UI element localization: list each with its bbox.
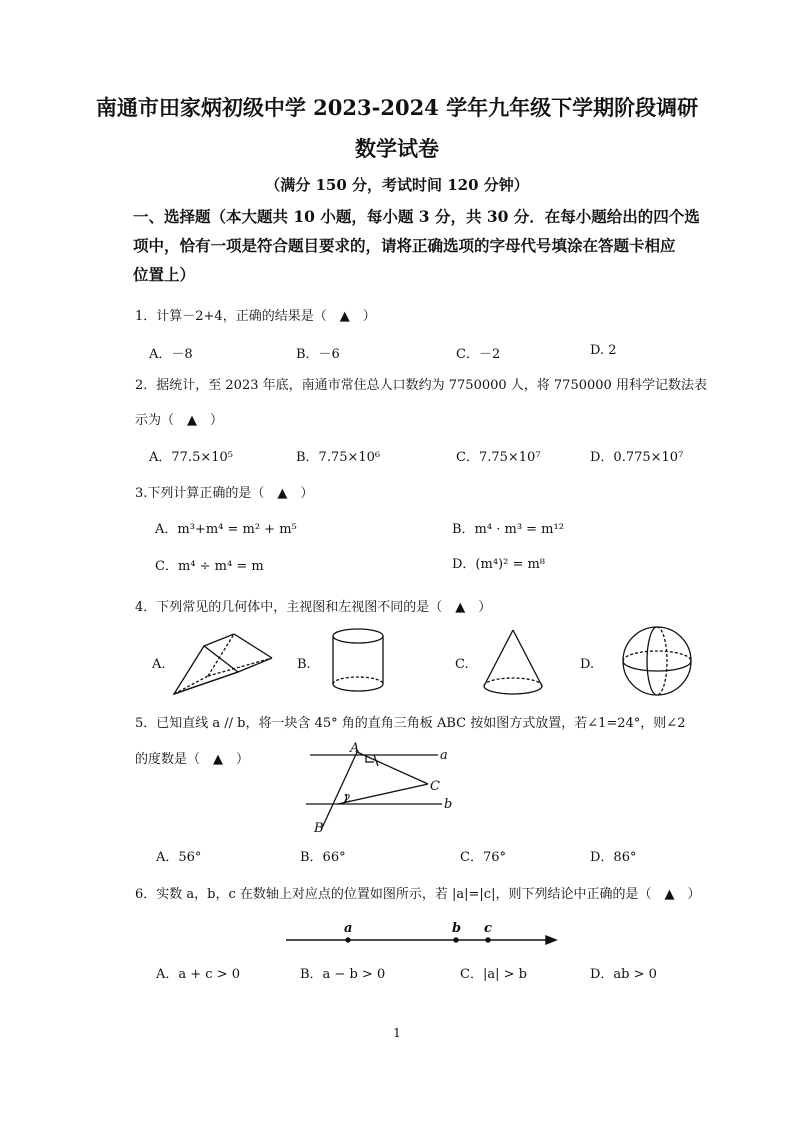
page-number: 1 — [393, 1026, 401, 1040]
q5-option-a: A．56° — [156, 850, 202, 865]
cylinder-figure — [328, 626, 388, 696]
q2-option-a: A．77.5×10⁵ — [149, 450, 233, 465]
label-point-b: b — [452, 921, 462, 936]
point-c — [486, 938, 490, 942]
q3-option-b: B．m⁴ · m³ = m¹² — [452, 522, 564, 537]
triangular-prism-figure — [168, 628, 278, 700]
q6-stem: 6．实数 a，b，c 在数轴上对应点的位置如图所示，若 |a|=|c|，则下列结论中正确的是（ ▲ ） — [135, 887, 701, 902]
label-B: B — [314, 821, 324, 836]
label-line-a: a — [440, 748, 448, 763]
q4-option-d-label: D. — [580, 657, 595, 672]
q1-option-c: C．－2 — [456, 347, 501, 362]
point-a — [346, 938, 350, 942]
arrow-head-icon — [546, 936, 556, 944]
label-C: C — [430, 779, 440, 794]
q2-option-c: C．7.75×10⁷ — [456, 450, 541, 465]
side-ac — [357, 752, 428, 784]
label-A: A — [350, 741, 360, 756]
q1-option-b: B．－6 — [296, 347, 340, 362]
q2-option-b: B．7.75×10⁶ — [296, 450, 381, 465]
q3-stem: 3.下列计算正确的是（ ▲ ） — [135, 486, 314, 501]
q3-option-c: C．m⁴ ÷ m⁴ = m — [155, 559, 264, 574]
sphere-figure — [620, 624, 694, 698]
point-b — [454, 938, 458, 942]
section1-line3: 位置上） — [133, 265, 196, 284]
q3-option-a: A．m³+m⁴ = m² + m⁵ — [155, 522, 297, 537]
cone-figure — [478, 626, 548, 698]
q3-option-d: D．(m⁴)² = m⁸ — [452, 557, 546, 572]
label-angle-2: 2 — [344, 792, 351, 805]
side-ab — [322, 750, 358, 828]
label-point-c: c — [484, 921, 492, 936]
number-line-figure — [284, 918, 564, 952]
q2-option-d: D．0.775×10⁷ — [590, 450, 684, 465]
q4-stem: 4．下列常见的几何体中，主视图和左视图不同的是（ ▲ ） — [135, 600, 492, 615]
q2-stem-line1: 2．据统计，至 2023 年底，南通市常住总人口数约为 7750000 人，将 7750000 用科学记数法表 — [135, 378, 707, 393]
q6-option-b: B．a − b > 0 — [300, 967, 386, 982]
exam-title-line2: 数学试卷 — [355, 136, 439, 161]
section1-line2: 项中，恰有一项是符合题目要求的，请将正确选项的字母代号填涂在答题卡相应 — [133, 236, 676, 255]
q4-option-c-label: C. — [455, 657, 469, 672]
q2-stem-line2: 示为（ ▲ ） — [135, 413, 223, 428]
q1-stem: 1．计算－2+4，正确的结果是（ ▲ ） — [135, 309, 376, 324]
q5-option-c: C．76° — [460, 850, 506, 865]
section1-line1: 一、选择题（本大题共 10 小题，每小题 3 分，共 30 分．在每小题给出的四个选 — [133, 207, 700, 226]
q5-stem-line1: 5．已知直线 a // b，将一块含 45° 角的直角三角板 ABC 按如图方式放置，若∠1=24°，则∠2 — [135, 716, 686, 731]
q6-option-d: D．ab > 0 — [590, 967, 657, 982]
q6-option-c: C．|a| > b — [460, 967, 527, 982]
parallel-lines-triangle-figure — [300, 740, 470, 835]
q5-option-d: D．86° — [590, 850, 637, 865]
exam-title-line1: 南通市田家炳初级中学 2023-2024 学年九年级下学期阶段调研 — [95, 95, 699, 120]
exam-subtitle: （满分 150 分，考试时间 120 分钟） — [265, 176, 529, 194]
label-angle-1: 1 — [379, 759, 386, 772]
q4-option-a-label: A. — [152, 657, 166, 672]
q5-stem-line2: 的度数是（ ▲ ） — [135, 752, 249, 767]
side-bc — [338, 784, 428, 804]
q6-option-a: A．a + c > 0 — [156, 967, 241, 982]
q1-option-d: D. 2 — [590, 343, 617, 358]
label-point-a: a — [344, 921, 353, 936]
q4-option-b-label: B. — [297, 657, 311, 672]
q1-option-a: A．－8 — [149, 347, 193, 362]
label-line-b: b — [444, 797, 453, 812]
q5-option-b: B．66° — [300, 850, 346, 865]
